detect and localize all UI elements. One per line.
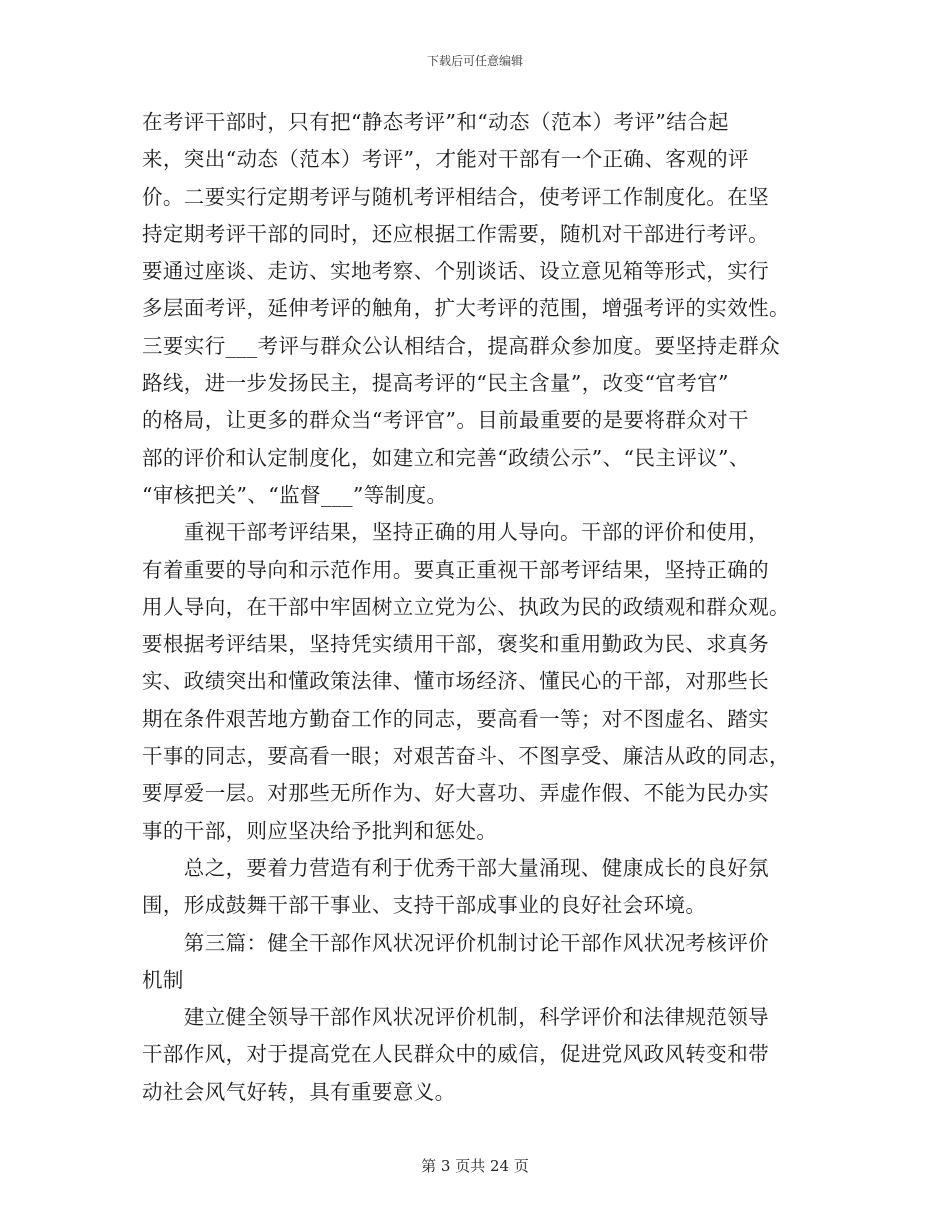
text-line: 期在条件艰苦地方勤奋工作的同志，要高看一等；对不图虚名、踏实 [142, 706, 769, 731]
text-line: 价。二要实行定期考评与随机考评相结合，使考评工作制度化。在坚 [142, 184, 769, 209]
text-line: 要根据考评结果，坚持凭实绩用干部，褒奖和重用勤政为民、求真务 [142, 632, 769, 657]
text-line: 重视干部考评结果，坚持正确的用人导向。干部的评价和使用， [142, 520, 769, 545]
text-line: 围，形成鼓舞干部干事业、支持干部成事业的良好社会环境。 [142, 893, 707, 918]
text-line: 动社会风气好转，具有重要意义。 [142, 1079, 456, 1104]
text-line: 要通过座谈、走访、实地考察、个别谈话、设立意见箱等形式，实行 [142, 259, 769, 284]
text-line: 事的干部，则应坚决给予批判和惩处。 [142, 818, 498, 843]
text-line: 建立健全领导干部作风状况评价机制，科学评价和法律规范领导 [142, 1005, 769, 1030]
page-header: 下载后可任意编辑 [426, 54, 523, 68]
text-line: 要厚爱一层。对那些无所作为、好大喜功、弄虚作假、不能为民办实 [142, 781, 769, 806]
text-line: 三要实行___考评与群众公认相结合，提高群众参加度。要坚持走群众 [142, 333, 781, 358]
text-line: 路线，进一步发扬民主，提高考评的“民主含量”，改变“官考官” [142, 371, 729, 396]
text-line: 有着重要的导向和示范作用。要真正重视干部考评结果，坚持正确的 [142, 557, 769, 582]
text-line: 用人导向，在干部中牢固树立立党为公、执政为民的政绩观和群众观。 [142, 594, 790, 619]
text-line: 多层面考评，延伸考评的触角，扩大考评的范围，增强考评的实效性。 [142, 296, 790, 321]
text-line: 在考评干部时，只有把“静态考评”和“动态（范本）考评”结合起 [142, 110, 729, 134]
page-footer: 第 3 页共 24 页 [421, 1157, 529, 1175]
text-line: 部的评价和认定制度化，如建立和完善“政绩公示”、“民主评议”、 [142, 445, 750, 470]
text-line: 持定期考评干部的同时，还应根据工作需要，随机对干部进行考评。 [142, 221, 769, 246]
section-heading-line: 第三篇：健全干部作风状况评价机制讨论干部作风状况考核评价 [142, 930, 769, 955]
text-line: 干事的同志，要高看一眼；对艰苦奋斗、不图享受、廉洁从政的同志， [142, 744, 790, 769]
document-body [142, 104, 806, 1111]
text-line: 总之，要着力营造有利于优秀干部大量涌现、健康成长的良好氛 [142, 855, 769, 880]
text-line: 干部作风，对于提高党在人民群众中的威信，促进党风政风转变和带 [142, 1042, 769, 1067]
text-line: “审核把关”、“监督___”等制度。 [142, 482, 448, 507]
section-heading-line: 机制 [142, 967, 184, 992]
text-line: 来，突出“动态（范本）考评”，才能对干部有一个正确、客观的评 [142, 147, 749, 172]
text-line: 实、政绩突出和懂政策法律、懂市场经济、懂民心的干部，对那些长 [142, 669, 769, 694]
text-line: 的格局，让更多的群众当“考评官”。目前最重要的是要将群众对干 [142, 408, 749, 433]
